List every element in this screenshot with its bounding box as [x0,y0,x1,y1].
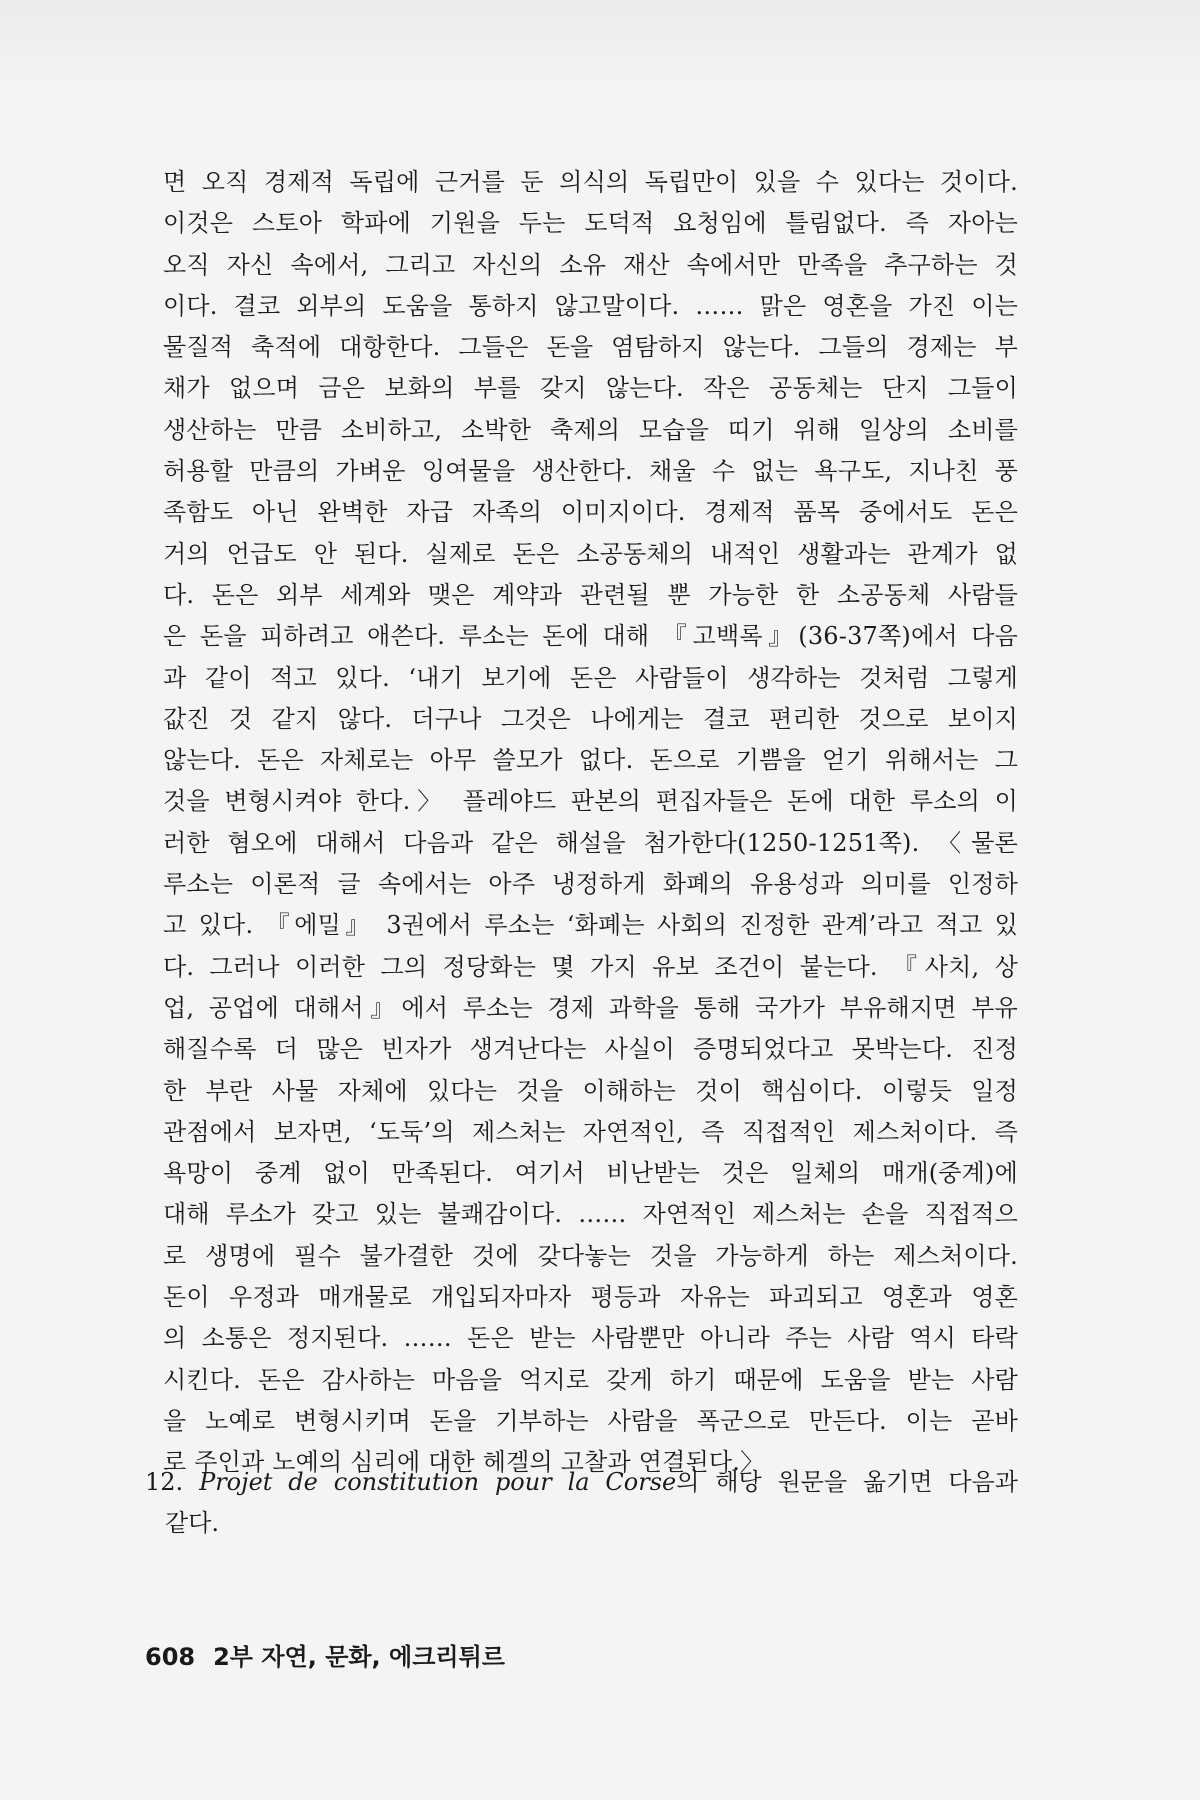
text-line: 시킨다. 돈은 감사하는 마음을 억지로 갖게 하기 때문에 도움을 받는 사람 [163,1365,1018,1394]
text-line: 과 같이 적고 있다. ‘내기 보기에 돈은 사람들이 생각하는 것처럼 그렇게 [163,663,1018,692]
text-line: 이다. 결코 외부의 도움을 통하지 않고말이다. …… 맑은 영혼을 가진 이는 [163,291,1018,320]
text-line: 로 주인과 노예의 심리에 대한 헤겔의 고찰과 연결된다.〉 [163,1448,765,1477]
endnote-text-continued: 같다. [165,1509,219,1538]
text-line: 을 노예로 변형시키며 돈을 기부하는 사람을 폭군으로 만든다. 이는 곧바 [163,1406,1018,1435]
body-text [163,162,1018,1484]
running-head: 2부 자연, 문화, 에크리튀르 [213,1643,505,1671]
text-line: 욕망이 중계 없이 만족된다. 여기서 비난받는 것은 일체의 매개(중계)에 [163,1159,1018,1188]
text-line: 한 부란 사물 자체에 있다는 것을 이해하는 것이 핵심이다. 이렇듯 일정 [163,1076,1018,1105]
text-line: 이것은 스토아 학파에 기원을 두는 도덕적 요청임에 틀림없다. 즉 자아는 [163,209,1018,238]
endnote-text: 의 해당 원문을 옮기면 다음과 [676,1468,1018,1496]
text-line: 거의 언급도 안 된다. 실제로 돈은 소공동체의 내적인 생활과는 관계가 없 [163,539,1018,568]
text-line: 다. 그러나 이러한 그의 정당화는 몇 가지 유보 조건이 붙는다. 『사치, 상 [163,952,1018,981]
text-line: 채가 없으며 금은 보화의 부를 갖지 않는다. 작은 공동체는 단지 그들이 [163,374,1018,403]
text-line: 러한 혐오에 대해서 다음과 같은 해설을 첨가한다(1250-1251쪽). 〈물론 [163,828,1018,857]
text-line: 해질수록 더 많은 빈자가 생겨난다는 사실이 증명되었다고 못박는다. 진정 [163,1035,1018,1064]
page-footer [145,1637,505,1672]
text-line: 의 소통은 정지된다. …… 돈은 받는 사람뿐만 아니라 주는 사람 역시 타락 [163,1324,1018,1353]
text-line: 허용할 만큼의 가벼운 잉여물을 생산한다. 채울 수 없는 욕구도, 지나친 풍 [163,457,1018,486]
text-line: 은 돈을 피하려고 애쓴다. 루소는 돈에 대해 『고백록』(36-37쪽)에서 다음 [163,622,1018,651]
text-line: 루소는 이론적 글 속에서는 아주 냉정하게 화폐의 유용성과 의미를 인정하 [163,870,1018,899]
text-line: 업, 공업에 대해서』에서 루소는 경제 과학을 통해 국가가 부유해지면 부유 [163,993,1018,1022]
text-line: 면 오직 경제적 독립에 근거를 둔 의식의 독립만이 있을 수 있다는 것이다. [163,168,1018,196]
text-line: 고 있다. 『에밀』 3권에서 루소는 ‘화폐는 사회의 진정한 관계’라고 적고 있 [163,911,1018,940]
text-line: 물질적 축적에 대항한다. 그들은 돈을 염탐하지 않는다. 그들의 경제는 부 [163,333,1018,362]
text-line: 않는다. 돈은 자체로는 아무 쓸모가 없다. 돈으로 기쁨을 얻기 위해서는 그 [163,746,1018,775]
text-line: 족함도 아닌 완벽한 자급 자족의 이미지이다. 경제적 품목 중에서도 돈은 [163,498,1018,527]
page-number: 608 [145,1643,196,1671]
text-line: 대해 루소가 갖고 있는 불쾌감이다. …… 자연적인 제스처는 손을 직접적으 [163,1200,1018,1229]
text-line: 다. 돈은 외부 세계와 맺은 계약과 관련될 뿐 가능한 한 소공동체 사람들 [163,580,1018,609]
endnote-number: 12. [145,1468,184,1496]
endnote-line [145,1462,1018,1503]
page-shadow [0,0,1200,90]
endnote-12 [145,1462,1018,1545]
text-line: 오직 자신 속에서, 그리고 자신의 소유 재산 속에서만 만족을 추구하는 것 [163,250,1018,279]
text-line: 돈이 우정과 매개물로 개입되자마자 평등과 자유는 파괴되고 영혼과 영혼 [163,1283,1018,1312]
text-line: 관점에서 보자면, ‘도둑’의 제스처는 자연적인, 즉 직접적인 제스처이다. 즉 [163,1117,1018,1146]
text-line: 로 생명에 필수 불가결한 것에 갖다놓는 것을 가능하게 하는 제스처이다. [163,1241,1018,1270]
text-line: 생산하는 만큼 소비하고, 소박한 축제의 모습을 띠기 위해 일상의 소비를 [163,415,1018,444]
text-line: 것을 변형시켜야 한다.〉 플레야드 판본의 편집자들은 돈에 대한 루소의 이 [163,787,1018,816]
endnote-work-title: Projet de constitution pour la Corse [199,1468,677,1496]
text-line: 값진 것 같지 않다. 더구나 그것은 나에게는 결코 편리한 것으로 보이지 [163,704,1018,733]
